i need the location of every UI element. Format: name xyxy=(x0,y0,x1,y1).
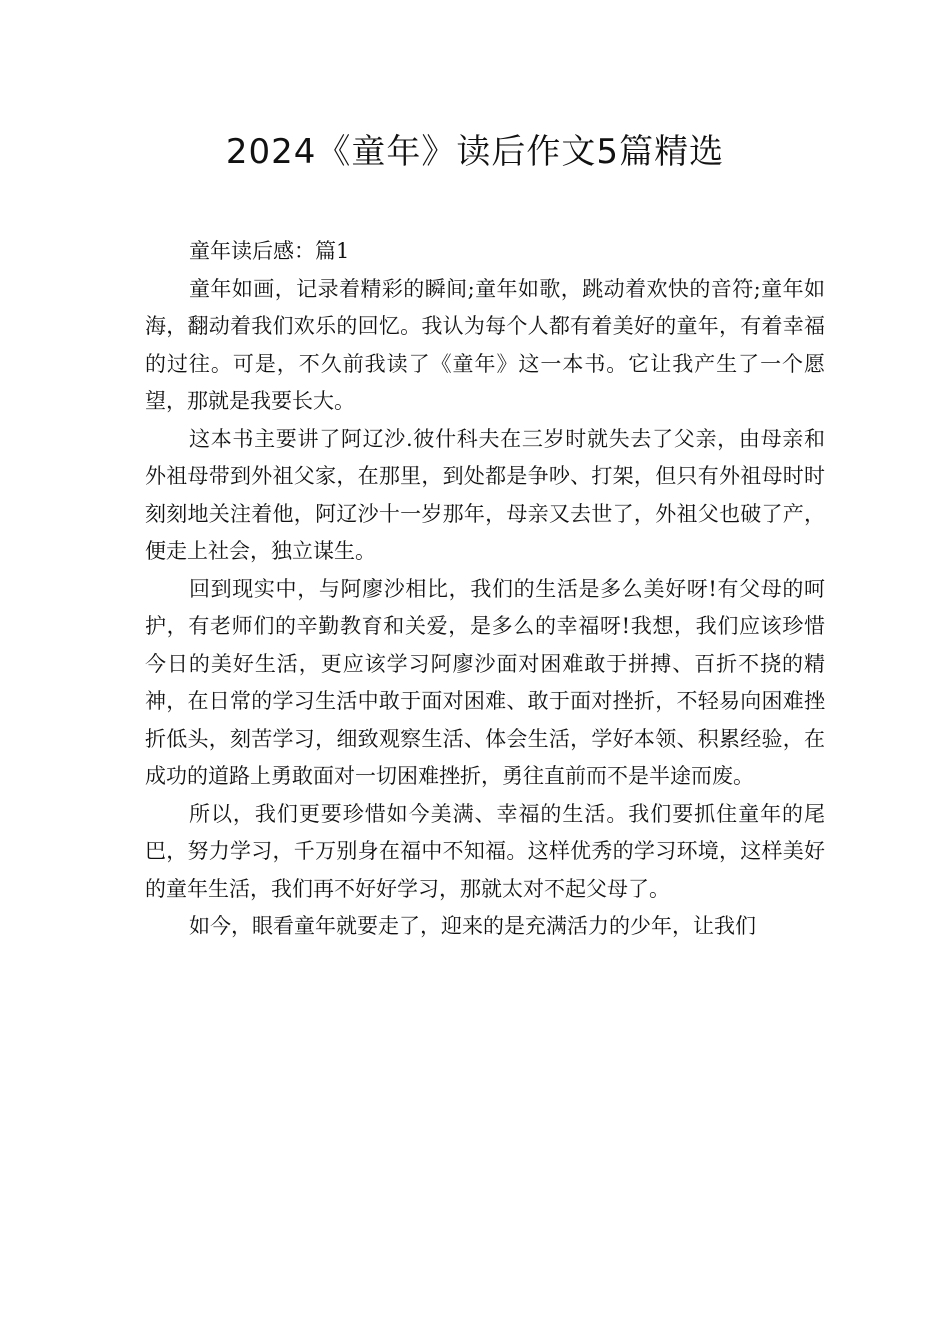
paragraph: 回到现实中，与阿廖沙相比，我们的生活是多么美好呀!有父母的呵护，有老师们的辛勤教育和关爱，是多么的幸福呀!我想，我们应该珍惜今日的美好生活，更应该学习阿廖沙面对困难敢于拼搏、百折不挠的精神，在日常的学习生活中敢于面对困难、敢于面对挫折，不轻易向困难挫折低头，刻苦学习，细致观察生活、体会生活，学好本领、积累经验，在成功的道路上勇敢面对一切困难挫折，勇往直前而不是半途而废。 xyxy=(145,576,825,788)
paragraph: 如今，眼看童年就要走了，迎来的是充满活力的少年，让我们 xyxy=(189,914,756,938)
document-body xyxy=(145,233,825,946)
document-title: 2024《童年》读后作文5篇精选 xyxy=(225,132,725,172)
paragraph: 所以，我们更要珍惜如今美满、幸福的生活。我们要抓住童年的尾巴，努力学习，千万别身在福中不知福。这样优秀的学习环境，这样美好的童年生活，我们再不好好学习，那就太对不起父母了。 xyxy=(145,801,825,901)
paragraph: 这本书主要讲了阿辽沙.彼什科夫在三岁时就失去了父亲，由母亲和外祖母带到外祖父家，在那里，到处都是争吵、打架，但只有外祖母时时刻刻地关注着他，阿辽沙十一岁那年，母亲又去世了，外祖父也破了产，便走上社会，独立谋生。 xyxy=(145,426,825,563)
paragraph: 童年如画，记录着精彩的瞬间;童年如歌，跳动着欢快的音符;童年如海，翻动着我们欢乐的回忆。我认为每个人都有着美好的童年，有着幸福的过往。可是，不久前我读了《童年》这一本书。它让我产生了一个愿望，那就是我要长大。 xyxy=(145,276,825,413)
section-heading: 童年读后感：篇1 xyxy=(189,239,350,263)
